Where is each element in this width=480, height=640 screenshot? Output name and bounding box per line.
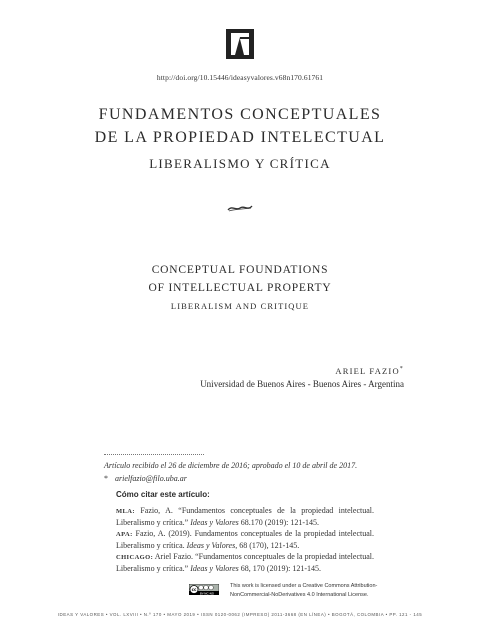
citation-apa-tail: , 68 (170), 121-145. [235, 541, 300, 550]
article-subtitle-en: LIBERALISM AND CRITIQUE [170, 301, 310, 311]
author-affiliation: Universidad de Buenos Aires - Buenos Aires - Argentina [200, 379, 404, 389]
cc-badge-text: BY-NC-ND [199, 591, 215, 595]
citation-mla-label: MLA: [116, 508, 135, 515]
citation-apa [116, 528, 374, 551]
citation-chicago [116, 551, 374, 574]
author-email-note [104, 474, 187, 483]
citation-chicago-text: Ariel Fazio. “Fundamentos conceptuales de la propiedad intelectual. Liberalismo y crítica.” [116, 552, 375, 573]
citation-mla-journal: Ideas y Valores [190, 518, 239, 527]
cc-license-badge-icon[interactable] [189, 584, 219, 595]
citation-chicago-label: CHICAGO: [116, 554, 154, 561]
author-name-text: ARIEL FAZIO [335, 366, 400, 376]
footnote-rule [104, 454, 204, 455]
license-text-line2: NonCommercial-NoDerivatives 4.0 International License. [230, 592, 369, 598]
journal-logo-icon [226, 29, 254, 59]
received-note: Artículo recibido el 26 de diciembre de 2016; aprobado el 10 de abril de 2017. [104, 461, 358, 470]
doi-link[interactable]: http://doi.org/10.15446/ideasyvalores.v68n170.61761 [156, 73, 324, 82]
citation-heading: Cómo citar este artículo: [116, 490, 210, 499]
citation-apa-journal: Ideas y Valores [186, 541, 236, 550]
author-email[interactable]: arielfazio@filo.uba.ar [115, 474, 187, 483]
author-name [335, 366, 404, 376]
article-title-en-line2: OF INTELLECTUAL PROPERTY [148, 282, 332, 294]
citation-mla-tail: 68.170 (2019): 121-145. [240, 518, 320, 527]
page-footer: IDEAS Y VALORES • VOL. LXVIII • N.º 170 • MAYO 2019 • ISSN 0120-0062 (IMPRESO) 2011-3668 (EN LÍNEA) • BOGOTÁ, COLOMBIA • PP. 121 - 145 [57, 612, 423, 617]
svg-text:cc: cc [191, 587, 197, 592]
citation-mla [116, 505, 374, 528]
article-title-es-line2: DE LA PROPIEDAD INTELECTUAL [94, 129, 386, 146]
author-footnote-mark: * [399, 366, 404, 373]
ornament-icon [226, 203, 254, 213]
article-subtitle-es: LIBERALISMO Y CRÍTICA [149, 156, 331, 171]
article-title-en-line1: CONCEPTUAL FOUNDATIONS [151, 264, 329, 276]
license-text-line1: This work is licensed under a Creative Commons Attribution- [230, 583, 378, 589]
citation-chicago-journal: Ideas y Valores [190, 564, 239, 573]
article-title-es-line1: FUNDAMENTOS CONCEPTUALES [98, 106, 382, 123]
citation-apa-text: Fazio, A. (2019). Fundamentos conceptuales de la propiedad intelectual. Liberalismo y crítica. [116, 529, 374, 550]
citation-mla-text: Fazio, A. “Fundamentos conceptuales de la propiedad intelectual. Liberalismo y crítica.” [116, 506, 374, 527]
citation-apa-label: APA: [116, 531, 133, 538]
citation-chicago-tail: 68, 170 (2019): 121-145. [240, 564, 322, 573]
email-footnote-mark: * [104, 474, 108, 483]
